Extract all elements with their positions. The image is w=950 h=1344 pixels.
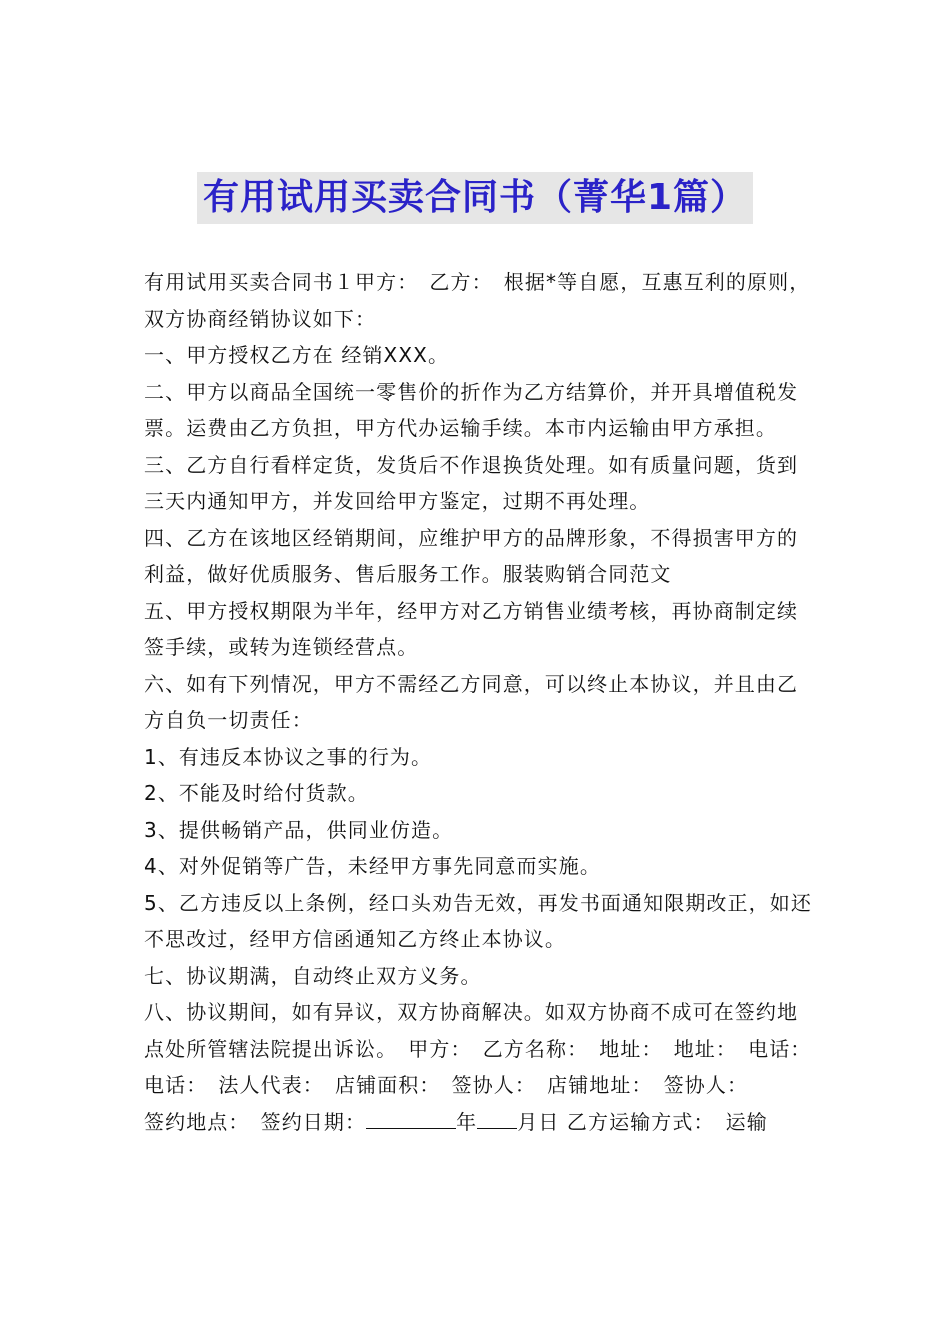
clause-7: 七、协议期满，自动终止双方义务。 (144, 963, 482, 988)
clause-4: 四、乙方在该地区经销期间，应维护甲方的品牌形象，不得损害甲方的利益，做好优质服务、售后服务工作。服装购销合同范文 (144, 525, 799, 586)
clause-5: 五、甲方授权期限为半年，经甲方对乙方销售业绩考核，再协商制定续签手续，或转为连锁经营点。 (144, 598, 799, 659)
clause-8: 八、协议期间，如有异议，双方协商解决。如双方协商不成可在签约地点处所管辖法院提出诉讼。 甲方： 乙方名称： 地址： 地址： 电话： 电话： 法人代表： 店铺面积： 签协人： 店铺地址： 签协人： (144, 1000, 823, 1097)
clause-6: 六、如有下列情况，甲方不需经乙方同意，可以终止本协议，并且由乙方自负一切责任： (144, 671, 799, 732)
sign-location-label: 签约地点： 签约日期： (144, 1109, 367, 1134)
clause-1: 一、甲方授权乙方在 经销XXX。 (144, 343, 450, 367)
document-title: 有用试用买卖合同书（菁华1篇） (197, 172, 753, 224)
date-month-blank (477, 1106, 517, 1129)
month-day-label: 月日 乙方运输方式： 运输 (517, 1109, 768, 1134)
date-year-blank (366, 1106, 456, 1129)
paragraph-intro: 有用试用买卖合同书１甲方： 乙方： 根据*等自愿，互惠互利的原则，双方协商经销协议如下： (144, 270, 811, 331)
sub-item-1: 1、有违反本协议之事的行为。 (144, 744, 433, 769)
clause-3: 三、乙方自行看样定货，发货后不作退换货处理。如有质量问题，货到三天内通知甲方，并发回给甲方鉴定，过期不再处理。 (144, 452, 799, 513)
sub-item-2: 2、不能及时给付货款。 (144, 781, 369, 805)
year-label: 年 (456, 1109, 478, 1134)
sub-item-5: 5、乙方违反以上条例，经口头劝告无效，再发书面通知限期改正，如还不思改过，经甲方信函通知乙方终止本协议。 (144, 890, 812, 951)
clause-2: 二、甲方以商品全国统一零售价的折作为乙方结算价，并开具增值税发票。运费由乙方负担，甲方代办运输手续。本市内运输由甲方承担。 (144, 379, 799, 440)
signature-date-line (144, 1104, 814, 1141)
document-body (144, 264, 823, 1140)
title-container (0, 172, 950, 224)
sub-item-4: 4、对外促销等广告，未经甲方事先同意而实施。 (144, 854, 601, 878)
sub-item-3: 3、提供畅销产品，供同业仿造。 (144, 817, 454, 842)
